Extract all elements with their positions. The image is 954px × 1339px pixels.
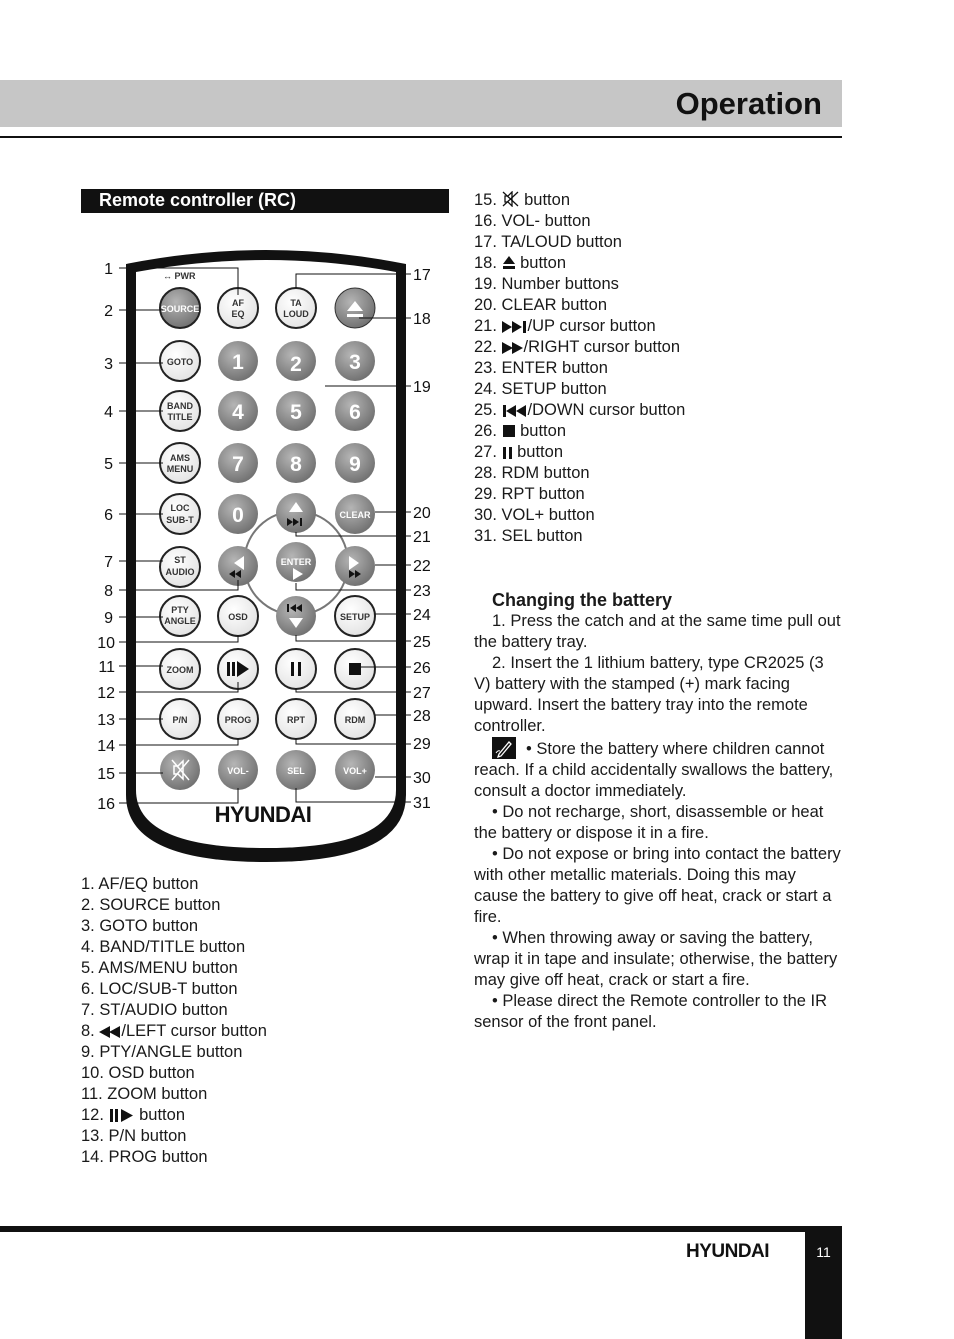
key-af: AF xyxy=(232,298,244,308)
battery-step-2: 2. Insert the 1 lithium battery, type CR2025 (3 V) battery with the stamped (+) mark facing upward. Insert the battery tray into the remote controller. xyxy=(474,654,824,735)
key-n5: 5 xyxy=(290,401,302,424)
callout-26: 26 xyxy=(413,660,431,677)
list-item xyxy=(474,400,685,421)
page-title: Operation xyxy=(675,86,822,121)
callout-24: 24 xyxy=(413,607,431,624)
list-item: 13. P/N button xyxy=(81,1127,187,1145)
key-setup: SETUP xyxy=(339,612,371,622)
key-subt: SUB-T xyxy=(166,515,194,525)
list-item: 2. SOURCE button xyxy=(81,896,221,914)
key-st: ST xyxy=(174,555,186,565)
callout-13: 13 xyxy=(97,712,115,729)
callout-17: 17 xyxy=(413,267,431,284)
key-n7: 7 xyxy=(232,453,244,476)
list-item xyxy=(474,190,685,211)
list-text: 15. xyxy=(474,191,502,209)
eject-icon xyxy=(502,255,516,270)
footer-rule xyxy=(0,1226,842,1232)
key-angle: ANGLE xyxy=(164,616,196,626)
list-item: 7. ST/AUDIO button xyxy=(81,1001,228,1019)
list-item: 29. RPT button xyxy=(474,485,585,503)
key-enter: ENTER xyxy=(280,557,312,567)
key-loud: LOUD xyxy=(283,309,309,319)
list-item xyxy=(474,421,685,442)
battery-note-5: • Please direct the Remote controller to the IR sensor of the front panel. xyxy=(474,992,828,1031)
section-title: Remote controller (RC) xyxy=(99,190,297,210)
key-n0: 0 xyxy=(232,504,244,527)
key-sel: SEL xyxy=(287,766,305,776)
list-item: 30. VOL+ button xyxy=(474,506,595,524)
key-n4: 4 xyxy=(232,401,244,424)
list-text: button xyxy=(515,422,566,440)
list-item: 17. TA/LOUD button xyxy=(474,233,622,251)
key-n1: 1 xyxy=(232,351,244,374)
pwr-label: ↔ PWR xyxy=(163,271,196,281)
callout-15: 15 xyxy=(97,766,115,783)
list-item xyxy=(474,316,685,337)
key-rpt: RPT xyxy=(287,715,305,725)
footer-logo xyxy=(686,1240,798,1262)
key-title: TITLE xyxy=(167,412,193,422)
callout-25: 25 xyxy=(413,634,431,651)
header-bar xyxy=(0,80,842,127)
callout-3: 3 xyxy=(104,356,113,373)
key-prog: PROG xyxy=(224,715,252,725)
list-item: 10. OSD button xyxy=(81,1064,195,1082)
key-n6: 6 xyxy=(349,401,361,424)
key-ams: AMS xyxy=(170,453,190,463)
key-n2: 2 xyxy=(290,353,302,376)
battery-step-1: 1. Press the catch and at the same time pull out the battery tray. xyxy=(474,612,841,651)
page-number-box xyxy=(805,1226,842,1339)
key-source: SOURCE xyxy=(160,304,200,314)
list-text: button xyxy=(512,443,563,461)
callout-23: 23 xyxy=(413,583,431,600)
list-item: 23. ENTER button xyxy=(474,359,608,377)
step-play-icon xyxy=(109,1109,135,1122)
list-item: 19. Number buttons xyxy=(474,275,619,293)
list-item: 11. ZOOM button xyxy=(81,1085,208,1103)
fast-forward-icon xyxy=(502,342,524,354)
battery-note-4: • When throwing away or saving the battery, wrap it in tape and insulate; otherwise, the battery may give off heat, crack or start a fire. xyxy=(474,929,838,989)
list-item xyxy=(474,442,685,463)
button-list-right xyxy=(474,190,685,547)
note-pencil-icon xyxy=(492,737,516,759)
key-pn: P/N xyxy=(172,715,188,725)
list-item: 9. PTY/ANGLE button xyxy=(81,1043,243,1061)
list-text: 27. xyxy=(474,443,502,461)
list-text: button xyxy=(134,1106,185,1124)
callout-30: 30 xyxy=(413,770,431,787)
key-audio: AUDIO xyxy=(165,567,195,577)
list-item: 28. RDM button xyxy=(474,464,590,482)
remote-brand: HYUNDAI xyxy=(214,802,312,827)
key-n9: 9 xyxy=(349,453,361,476)
footer-brand: HYUNDAI xyxy=(686,1241,770,1262)
key-zoom: ZOOM xyxy=(166,665,194,675)
list-item: 1. AF/EQ button xyxy=(81,875,199,893)
callout-28: 28 xyxy=(413,708,431,725)
callout-22: 22 xyxy=(413,558,431,575)
list-item xyxy=(81,1105,267,1126)
callout-12: 12 xyxy=(97,685,115,702)
list-text: /UP cursor button xyxy=(527,317,656,335)
list-text: button xyxy=(515,254,566,272)
key-n3: 3 xyxy=(349,351,361,374)
next-track-icon xyxy=(502,321,528,333)
key-volplus: VOL+ xyxy=(343,766,367,776)
callout-19: 19 xyxy=(413,379,431,396)
list-item: 14. PROG button xyxy=(81,1148,208,1166)
key-volminus: VOL- xyxy=(227,766,249,776)
callout-14: 14 xyxy=(97,738,115,755)
list-text: /LEFT cursor button xyxy=(121,1022,267,1040)
button-list-left xyxy=(81,874,267,1168)
callout-31: 31 xyxy=(413,795,431,812)
key-loc: LOC xyxy=(170,503,190,513)
stop-icon xyxy=(349,663,361,675)
list-item: 5. AMS/MENU button xyxy=(81,959,238,977)
list-text: 26. xyxy=(474,422,502,440)
list-text: 8. xyxy=(81,1022,100,1040)
list-text: 18. xyxy=(474,254,502,272)
remote-diagram xyxy=(81,250,451,870)
key-goto: GOTO xyxy=(166,357,194,367)
callout-10: 10 xyxy=(97,635,115,652)
section-title-bar xyxy=(81,189,449,213)
battery-section xyxy=(474,590,844,1033)
key-ta: TA xyxy=(290,298,302,308)
battery-note-3: • Do not expose or bring into contact the battery with other metallic materials. Doing this may cause the battery to give off heat, crack or start a fire. xyxy=(474,845,841,926)
list-item: 16. VOL- button xyxy=(474,212,591,230)
key-band: BAND xyxy=(167,401,193,411)
list-text: /DOWN cursor button xyxy=(527,401,686,419)
key-clear: CLEAR xyxy=(339,510,371,520)
list-text: /RIGHT cursor button xyxy=(523,338,681,356)
list-item: 6. LOC/SUB-T button xyxy=(81,980,238,998)
callout-9: 9 xyxy=(104,610,113,627)
pause-icon xyxy=(502,446,513,459)
mute-icon xyxy=(502,191,520,207)
callout-4: 4 xyxy=(104,404,113,421)
callout-6: 6 xyxy=(104,507,113,524)
callout-5: 5 xyxy=(104,456,113,473)
stop-icon xyxy=(502,425,516,438)
battery-note-2: • Do not recharge, short, disassemble or heat the battery or dispose it in a fire. xyxy=(474,803,824,842)
list-item: 4. BAND/TITLE button xyxy=(81,938,246,956)
callout-16: 16 xyxy=(97,796,115,813)
rewind-icon xyxy=(99,1026,121,1038)
callout-2: 2 xyxy=(104,303,113,320)
callout-11: 11 xyxy=(98,659,115,676)
list-text: 22. xyxy=(474,338,502,356)
callout-27: 27 xyxy=(413,685,431,702)
callout-8: 8 xyxy=(104,583,113,600)
list-item: 31. SEL button xyxy=(474,527,583,545)
note-text: • Store the battery where children cannot reach. If a child accidentally swallows the battery, consult a doctor immediately. xyxy=(474,740,834,800)
prev-track-icon xyxy=(502,405,528,417)
key-n8: 8 xyxy=(290,453,302,476)
list-text: 25. xyxy=(474,401,502,419)
list-item: 24. SETUP button xyxy=(474,380,607,398)
list-item xyxy=(81,1021,267,1042)
page-number: 11 xyxy=(816,1244,831,1260)
list-item: 20. CLEAR button xyxy=(474,296,607,314)
callout-18: 18 xyxy=(413,311,431,328)
key-eq: EQ xyxy=(231,309,245,319)
callout-21: 21 xyxy=(413,529,431,546)
list-item xyxy=(474,253,685,274)
key-menu: MENU xyxy=(166,464,194,474)
header-rule xyxy=(0,136,842,138)
callout-1: 1 xyxy=(104,261,113,278)
callout-20: 20 xyxy=(413,505,431,522)
list-text: 21. xyxy=(474,317,502,335)
list-text: button xyxy=(519,191,570,209)
key-rdm: RDM xyxy=(344,715,366,725)
list-text: 12. xyxy=(81,1106,109,1124)
battery-note-1 xyxy=(474,737,844,802)
list-item: 3. GOTO button xyxy=(81,917,199,935)
callout-7: 7 xyxy=(104,554,113,571)
list-item xyxy=(474,337,685,358)
key-osd: OSD xyxy=(228,612,248,622)
battery-title: Changing the battery xyxy=(492,590,673,610)
key-pty: PTY xyxy=(171,605,189,615)
callout-29: 29 xyxy=(413,736,431,753)
